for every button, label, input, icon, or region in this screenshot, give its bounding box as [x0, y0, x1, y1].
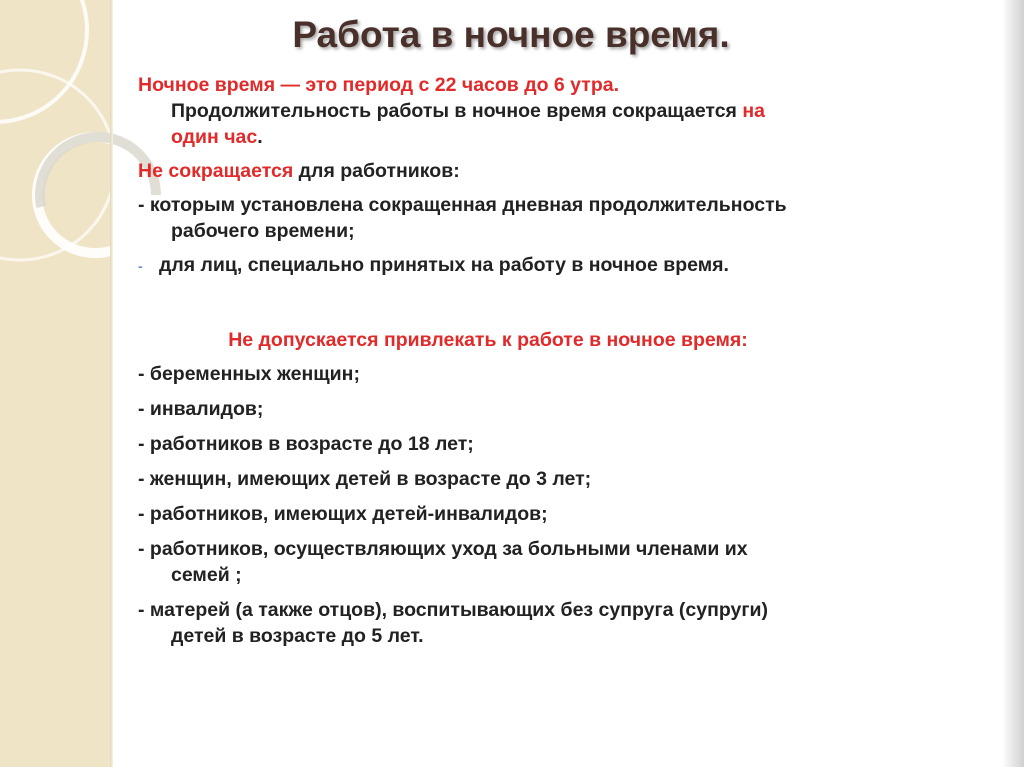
list-item-text: - работников в возрасте до 18 лет; [138, 433, 474, 455]
list-item-text: - работников, имеющих детей-инвалидов; [138, 503, 548, 525]
not-reduced-item-text: для лиц, специально принятых на работу в ночное время. [158, 254, 729, 276]
list-item [138, 361, 1018, 387]
list-marker: - [138, 258, 143, 274]
list-item-text: - инвалидов; [138, 398, 264, 420]
panel-divider [110, 0, 113, 767]
prohibited-list [138, 361, 1018, 649]
list-item-text: - работников, осуществляющих уход за больными членами их [138, 538, 748, 560]
prohibited-heading: Не допускается привлекать к работе в ночное время: [228, 329, 748, 351]
not-reduced-heading [138, 158, 1018, 184]
duration-highlight-2: один час [171, 126, 258, 148]
night-time-definition [138, 72, 1018, 150]
duration-period: . [257, 126, 263, 148]
not-reduced-label: Не сокращается [138, 160, 294, 182]
list-item-continuation: семей ; [171, 564, 242, 586]
night-definition-text: Ночное время — это период с 22 часов до 6 утра. [138, 74, 619, 96]
duration-highlight-1: на [742, 100, 765, 122]
not-reduced-item-text: которым установлена сокращенная дневная продолжительность [144, 194, 787, 216]
slide-title: Работа в ночное время. [292, 14, 730, 55]
list-item-text: - матерей (а также отцов), воспитывающих без супруга (супруги) [138, 599, 768, 621]
list-item-text: - беременных женщин; [138, 363, 360, 385]
list-item-continuation: детей в возрасте до 5 лет. [171, 625, 424, 647]
not-reduced-item [138, 252, 1018, 279]
decorative-rings [0, 0, 110, 767]
list-item [138, 536, 1018, 588]
decorative-side-panel [0, 0, 110, 767]
slide-body [138, 72, 1018, 658]
list-marker: - [138, 194, 145, 216]
duration-text-block [138, 98, 1018, 150]
list-item [138, 466, 1018, 492]
not-reduced-item [138, 192, 1018, 244]
list-item [138, 597, 1018, 649]
list-item-text: - женщин, имеющих детей в возрасте до 3 лет; [138, 468, 592, 490]
list-item [138, 431, 1018, 457]
list-item [138, 396, 1018, 422]
not-reduced-item-continuation: рабочего времени; [171, 220, 355, 242]
not-reduced-rest: для работников: [293, 160, 460, 182]
list-item [138, 501, 1018, 527]
duration-text: Продолжительность работы в ночное время сокращается [171, 100, 737, 122]
